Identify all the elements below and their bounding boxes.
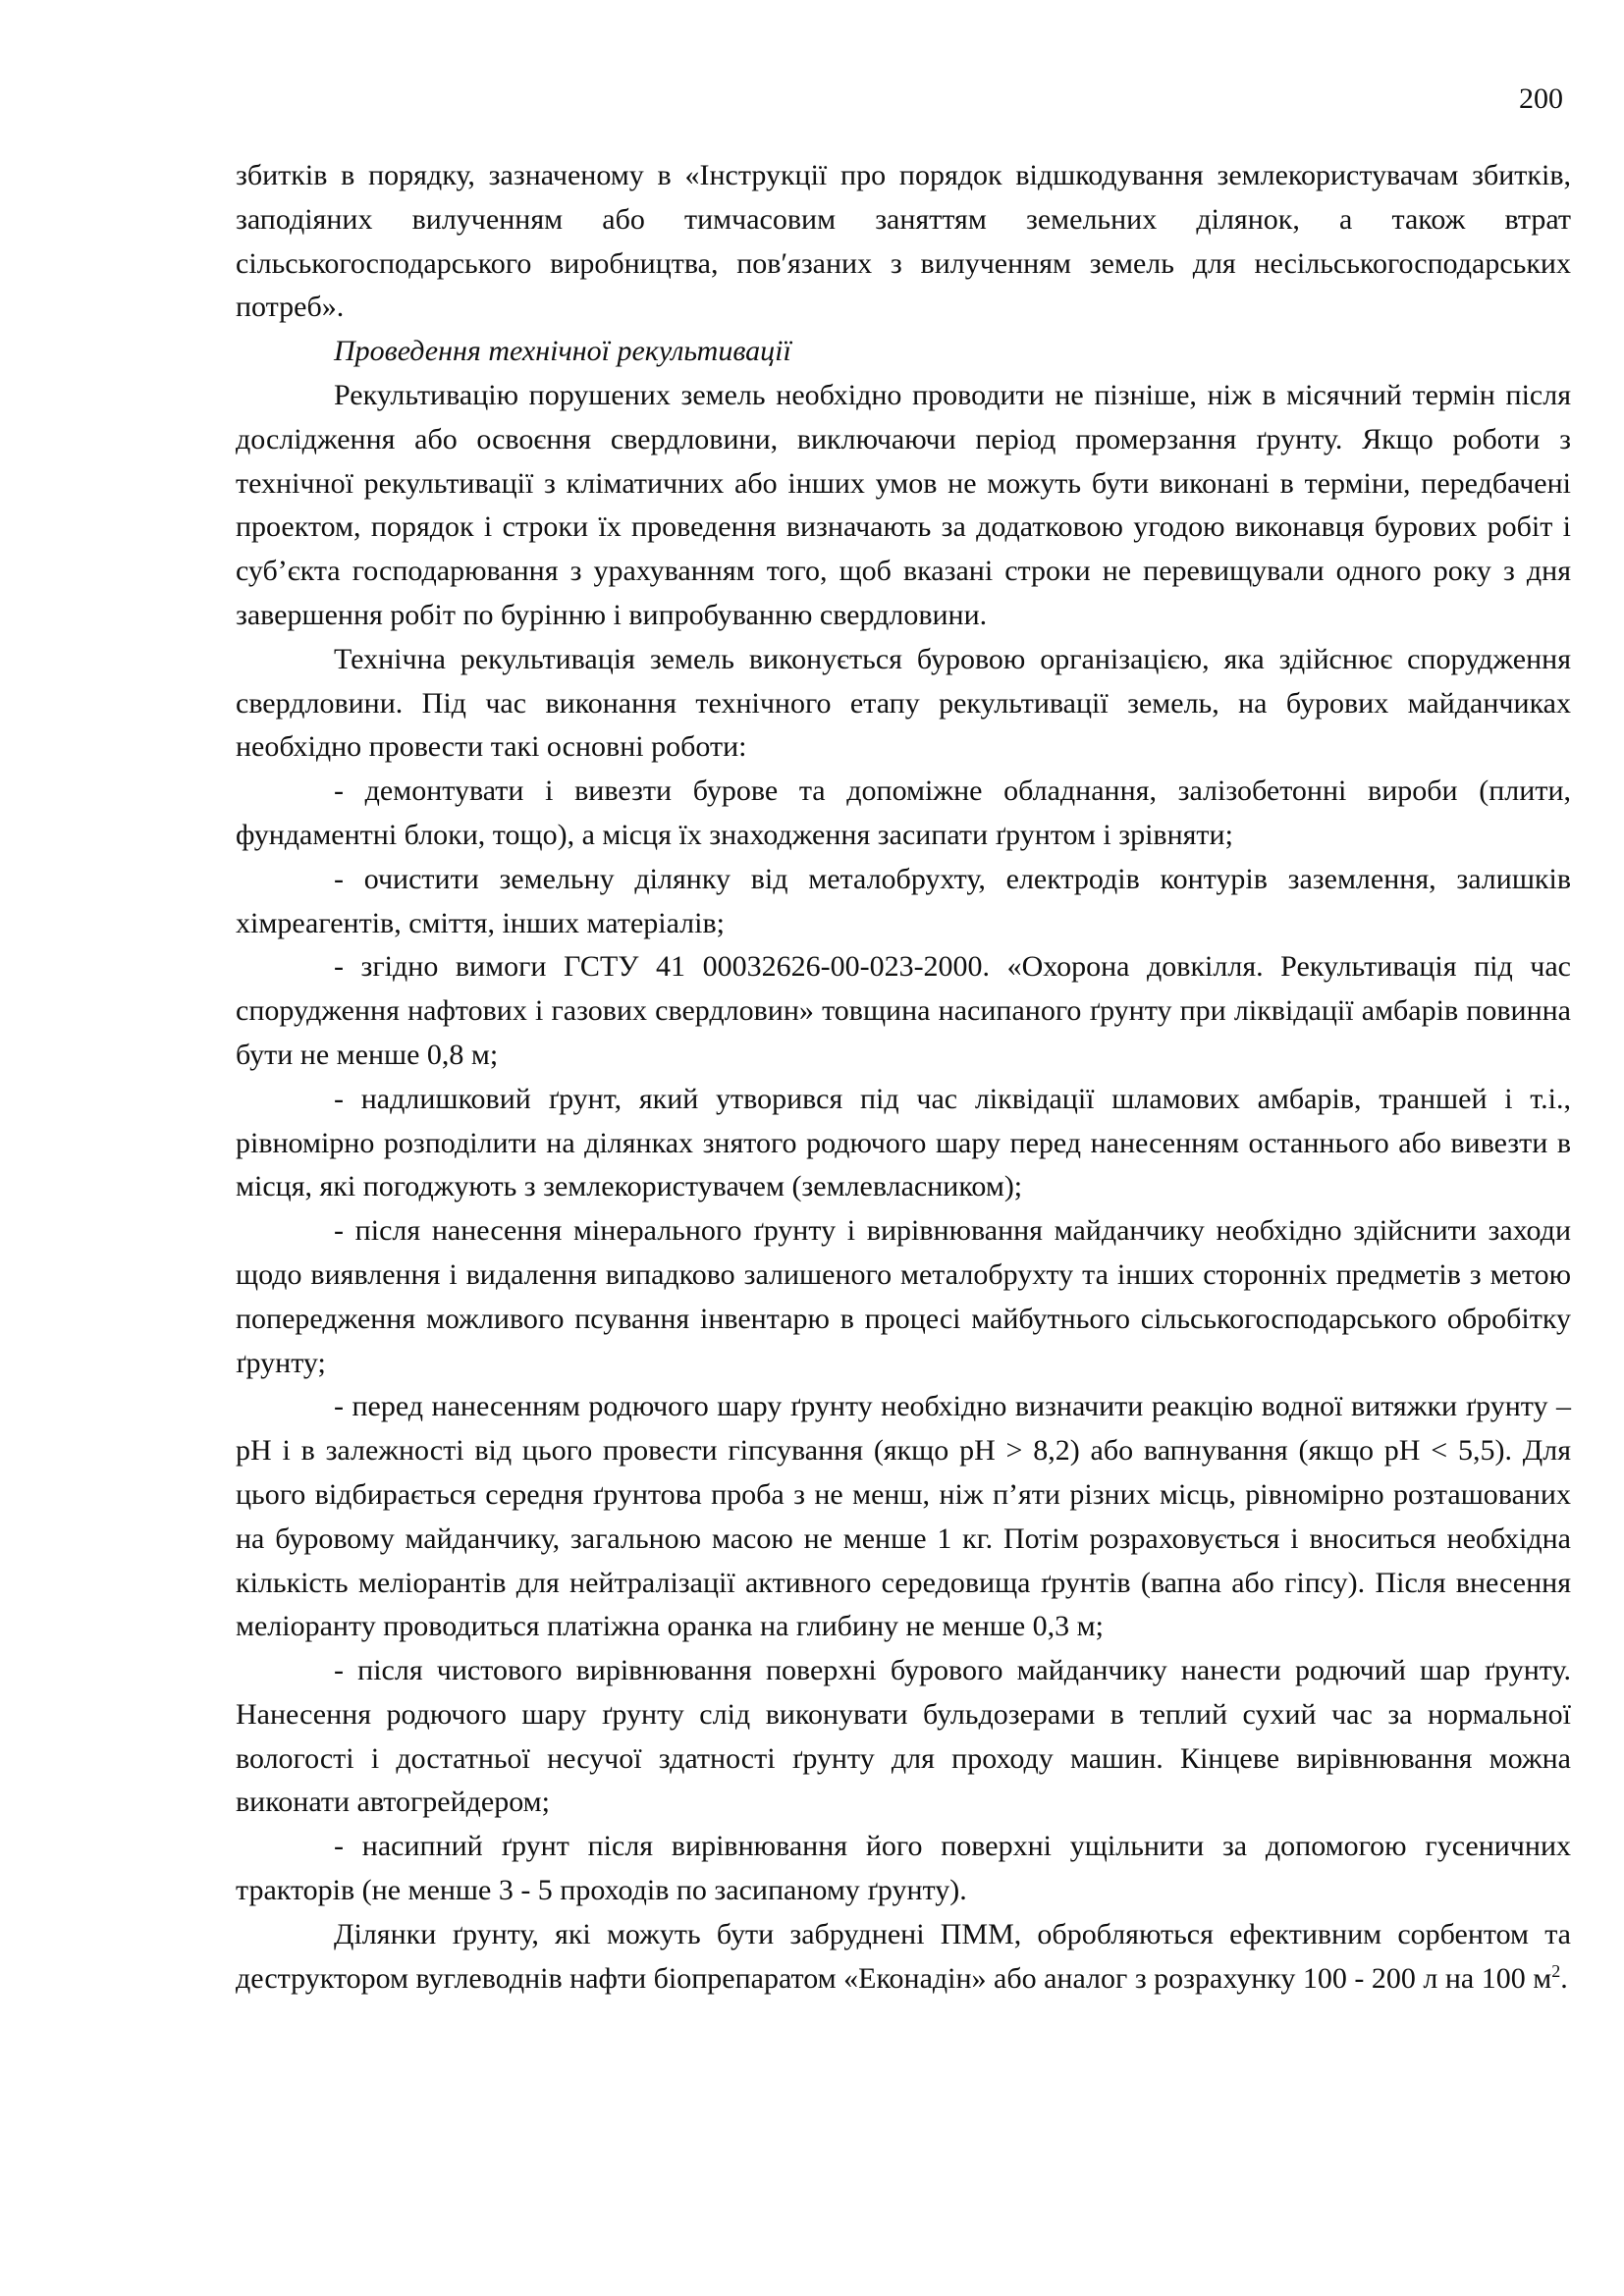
paragraph-text: Ділянки ґрунту, які можуть бути забруднені ПММ, обробляються ефективним сорбентом та деструктором вуглеводнів нафти біопрепаратом «Еконадін» або аналог з розрахунку 100 - 200 л на 100 м bbox=[236, 1917, 1571, 1995]
page-number: 200 bbox=[1519, 82, 1563, 115]
paragraph: Технічна рекультивація земель виконується буровою організацією, яка здійснює спорудження свердловини. Під час виконання технічного етапу рекультивації земель, на бурових майданчиках необхідно провести такі основні роботи: bbox=[236, 642, 1571, 764]
paragraph bbox=[236, 1913, 1571, 2002]
paragraph-end: . bbox=[1560, 1961, 1568, 1995]
document-body bbox=[236, 154, 1571, 2001]
paragraph-continuation: збитків в порядку, зазначеному в «Інструкції про порядок відшкодування землекористувачам збитків, заподіяних вилученням або тимчасовим заняттям земельних ділянок, а також втрат сільськогосподарського виробництва, пов′язаних з вилученням земель для несільськогосподарських потреб». bbox=[236, 159, 1571, 324]
list-item: - насипний ґрунт після вирівнювання його поверхні ущільнити за допомогою гусеничних тракторів (не менше 3 - 5 проходів по засипаному ґрунту). bbox=[236, 1830, 1571, 1907]
list-item: - після нанесення мінерального ґрунту і вирівнювання майданчику необхідно здійснити заходи щодо виявлення і видалення випадково залишеного металобрухту та інших сторонніх предметів з метою попередження можливого псування інвентарю в процесі майбутнього сільськогосподарського обробітку ґрунту; bbox=[236, 1214, 1571, 1379]
list-item: - після чистового вирівнювання поверхні бурового майданчику нанести родючий шар ґрунту. Нанесення родючого шару ґрунту слід виконувати бульдозерами в теплий сухий час за нормальної вологості і достатньої несучої здатності ґрунту для проходу машин. Кінцеве вирівнювання можна виконати автогрейдером; bbox=[236, 1654, 1571, 1819]
paragraph: Рекультивацію порушених земель необхідно проводити не пізніше, ніж в місячний термін після дослідження або освоєння свердловини, виключаючи період промерзання ґрунту. Якщо роботи з технічної рекультивації з кліматичних або інших умов не можуть бути виконані в терміни, передбачені проектом, порядок і строки їх проведення визначають за додатковою угодою виконавця бурових робіт і суб’єкта господарювання з урахуванням того, щоб вказані строки не перевищували одного року з дня завершення робіт по бурінню і випробуванню свердловини. bbox=[236, 378, 1571, 631]
list-item: - демонтувати і вивезти бурове та допоміжне обладнання, залізобетонні вироби (плити, фундаментні блоки, тощо), а місця їх знаходження засипати ґрунтом і зрівняти; bbox=[236, 774, 1571, 851]
list-item: - надлишковий ґрунт, який утворився під час ліквідації шламових амбарів, траншей і т.і., рівномірно розподілити на ділянках знятого родючого шару перед нанесенням останнього або вивезти в місця, які погоджують з землекористувачем (землевласником); bbox=[236, 1082, 1571, 1203]
section-heading: Проведення технічної рекультивації bbox=[334, 335, 791, 368]
list-item: - очистити земельну ділянку від металобрухту, електродів контурів заземлення, залишків хімреагентів, сміття, інших матеріалів; bbox=[236, 862, 1571, 939]
list-item: - згідно вимоги ГСТУ 41 00032626-00-023-2000. «Охорона довкілля. Рекультивація під час спорудження нафтових і газових свердловин» товщина насипаного ґрунту при ліквідації амбарів повинна бути не менше 0,8 м; bbox=[236, 950, 1571, 1071]
list-item: - перед нанесенням родючого шару ґрунту необхідно визначити реакцію водної витяжки ґрунту – pH і в залежності від цього провести гіпсування (якщо pH > 8,2) або вапнування (якщо pH < 5,5). Для цього відбирається середня ґрунтова проба з не менш, ніж п’яти різних місць, рівномірно розташованих на буровому майданчику, загальною масою не менше 1 кг. Потім розраховується і вноситься необхідна кількість меліорантів для нейтралізації активного середовища ґрунтів (вапна або гіпсу). Після внесення меліоранту проводиться платіжна оранка на глибину не менше 0,3 м; bbox=[236, 1390, 1571, 1643]
superscript: 2 bbox=[1551, 1960, 1561, 1981]
